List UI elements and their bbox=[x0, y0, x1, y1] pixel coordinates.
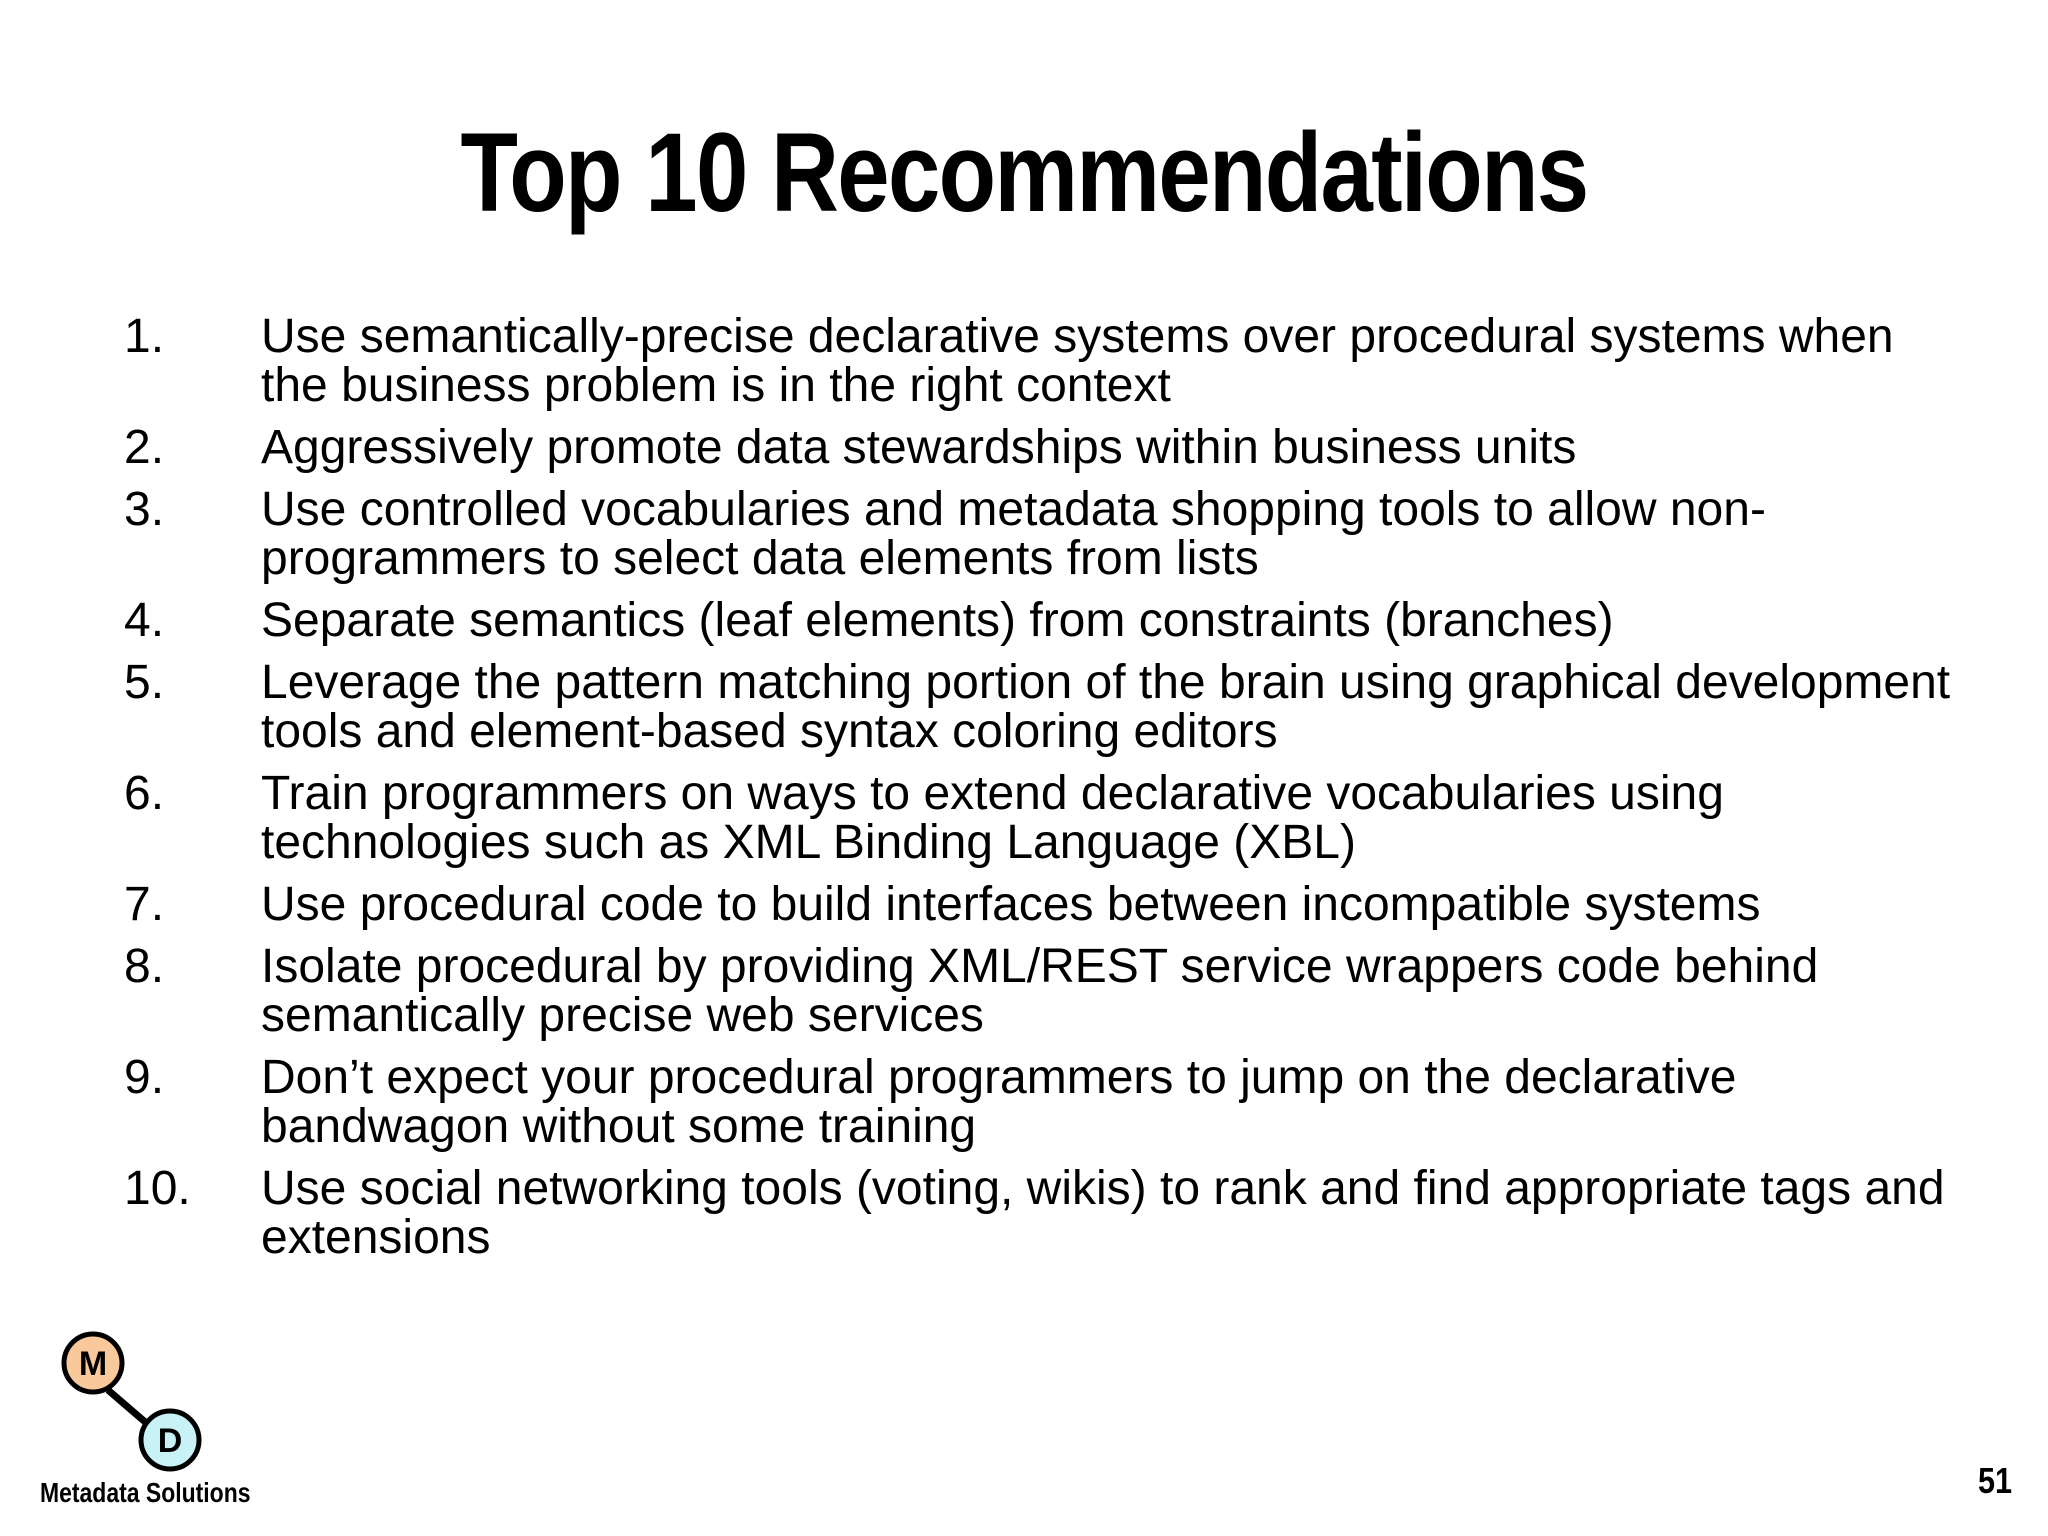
item-text: Leverage the pattern matching portion of the brain using graphical development tools and element-based syntax coloring editors bbox=[261, 656, 1951, 758]
item-number: 9. bbox=[124, 1051, 165, 1104]
list-item bbox=[124, 942, 1954, 1040]
list-item bbox=[124, 1164, 1954, 1262]
item-number: 2. bbox=[124, 421, 165, 474]
list-item bbox=[124, 658, 1954, 756]
list-item bbox=[124, 596, 1954, 645]
item-text: Aggressively promote data stewardships within business units bbox=[261, 421, 1577, 474]
item-text: Don’t expect your procedural programmers to jump on the declarative bandwagon without some training bbox=[261, 1051, 1737, 1153]
item-number: 8. bbox=[124, 940, 165, 993]
list-item bbox=[124, 880, 1954, 929]
item-number: 6. bbox=[124, 767, 165, 820]
item-number: 7. bbox=[124, 878, 165, 931]
logo-letter-m: M bbox=[78, 1345, 108, 1383]
list-item bbox=[124, 312, 1954, 410]
list-item bbox=[124, 1053, 1954, 1151]
item-text: Use social networking tools (voting, wikis) to rank and find appropriate tags and extensions bbox=[261, 1162, 1945, 1264]
page-number: 51 bbox=[1977, 1460, 2012, 1501]
list-item bbox=[124, 769, 1954, 867]
item-text: Use controlled vocabularies and metadata shopping tools to allow non-programmers to select data elements from lists bbox=[261, 483, 1766, 585]
list-item bbox=[124, 485, 1954, 583]
slide-title: Top 10 Recommendations bbox=[460, 110, 1588, 235]
list-item bbox=[124, 423, 1954, 472]
item-text: Train programmers on ways to extend declarative vocabularies using technologies such as XML Binding Language (XBL) bbox=[261, 767, 1724, 869]
item-text: Use semantically-precise declarative systems over procedural systems when the business problem is in the right context bbox=[261, 310, 1894, 412]
item-text: Isolate procedural by providing XML/REST service wrappers code behind semantically precise web services bbox=[261, 940, 1819, 1042]
metadata-solutions-logo bbox=[40, 1326, 270, 1516]
item-number: 4. bbox=[124, 594, 165, 647]
md-logo-graphic bbox=[40, 1326, 270, 1476]
item-number: 5. bbox=[124, 656, 165, 709]
logo-letter-d: D bbox=[157, 1422, 183, 1460]
item-number: 10. bbox=[124, 1162, 191, 1215]
item-number: 1. bbox=[124, 310, 165, 363]
recommendations-list bbox=[124, 312, 1954, 1275]
item-text: Separate semantics (leaf elements) from constraints (branches) bbox=[261, 594, 1614, 647]
item-text: Use procedural code to build interfaces between incompatible systems bbox=[261, 878, 1761, 931]
item-number: 3. bbox=[124, 483, 165, 536]
logo-caption: Metadata Solutions bbox=[40, 1477, 251, 1508]
